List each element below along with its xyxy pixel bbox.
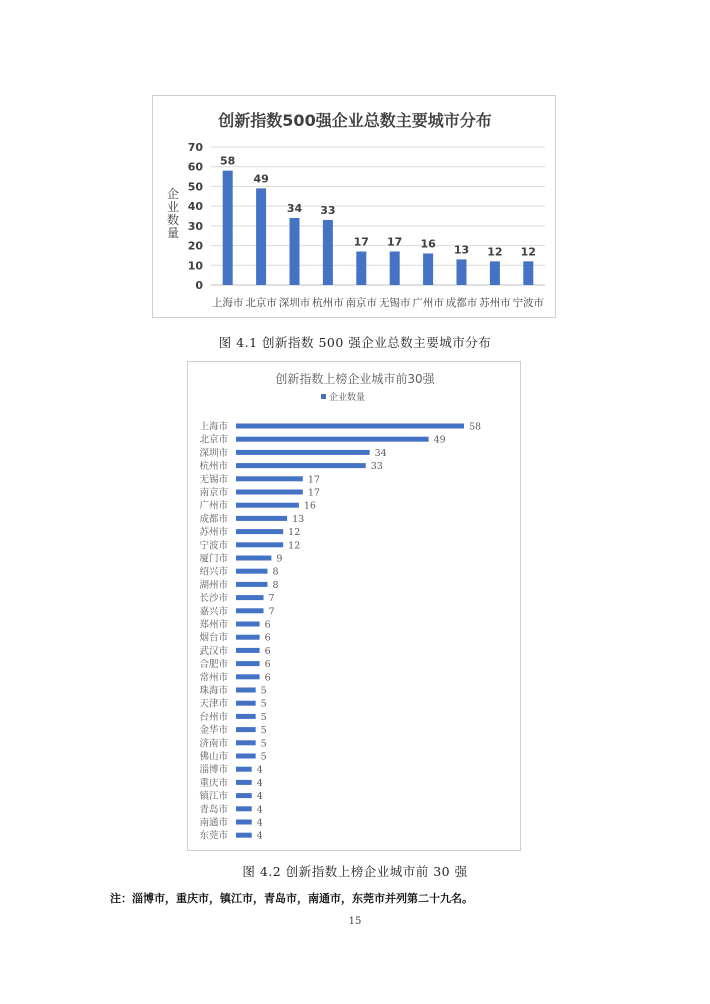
chart2-data-label: 13: [292, 513, 305, 525]
chart2-bar: [236, 424, 464, 429]
chart2-data-label: 6: [264, 645, 271, 657]
figure2-caption: 图 4.2 创新指数上榜企业城市前 30 强: [242, 864, 468, 879]
chart2-y-tick-label: 烟台市: [199, 632, 228, 644]
chart1-y-tick-label: 30: [187, 219, 203, 233]
chart2-data-label: 16: [303, 500, 316, 512]
chart2-y-tick-label: 无锡市: [199, 474, 228, 486]
chart1-x-tick-label: 广州市: [412, 297, 444, 309]
chart2-bar: [236, 714, 256, 719]
chart2-bar: [236, 648, 260, 653]
chart2-bar: [236, 529, 283, 534]
chart1-y-tick-label: 60: [187, 160, 203, 174]
chart1-data-label: 17: [353, 235, 369, 249]
chart2-y-tick-label: 济南市: [199, 738, 228, 750]
chart2-y-tick-label: 厦门市: [199, 553, 228, 565]
chart-horizontal-bar: [187, 361, 521, 851]
chart1-title: 创新指数500强企业总数主要城市分布: [218, 111, 492, 130]
chart2-y-tick-label: 苏州市: [199, 527, 228, 539]
chart2-y-tick-label: 佛山市: [199, 751, 228, 763]
chart2-bar: [236, 622, 260, 627]
chart2-y-tick-label: 武汉市: [199, 645, 228, 657]
chart1-bar: [523, 261, 533, 285]
chart2-y-tick-label: 重庆市: [199, 777, 228, 789]
chart2-data-label: 9: [276, 553, 283, 565]
chart1-data-label: 12: [487, 245, 503, 259]
chart2-data-label: 4: [256, 764, 263, 776]
chart1-y-tick-label: 70: [187, 141, 203, 154]
chart2-y-tick-label: 东莞市: [199, 830, 228, 842]
chart2-bar: [236, 582, 267, 587]
chart2-bar: [236, 463, 366, 468]
chart1-x-tick-label: 上海市: [211, 297, 244, 309]
chart1-x-tick-label: 成都市: [445, 297, 478, 309]
chart2-data-label: 49: [433, 434, 446, 446]
chart2-y-tick-label: 成都市: [199, 513, 228, 525]
chart2-data-label: 5: [260, 698, 267, 710]
chart2-svg: [188, 362, 522, 852]
chart1-y-tick-label: 10: [187, 259, 203, 273]
chart1-y-tick-label: 40: [187, 200, 203, 214]
chart2-y-tick-label: 青岛市: [199, 804, 228, 816]
chart2-y-tick-label: 深圳市: [199, 447, 228, 459]
chart2-y-tick-label: 合肥市: [199, 659, 228, 671]
chart1-bar: [290, 218, 300, 285]
page-number: 15: [348, 916, 362, 927]
chart1-x-tick-label: 宁波市: [512, 297, 545, 309]
chart2-y-tick-label: 上海市: [199, 421, 228, 433]
chart1-x-tick-label: 南京市: [345, 297, 378, 309]
chart2-data-label: 34: [374, 447, 387, 459]
chart2-y-tick-label: 淄博市: [199, 764, 228, 776]
chart2-data-label: 17: [307, 487, 320, 499]
chart2-data-label: 8: [272, 566, 279, 578]
chart2-data-label: 7: [268, 606, 275, 618]
chart2-y-tick-label: 天津市: [199, 698, 228, 710]
chart2-bar: [236, 569, 267, 574]
chart2-title: 创新指数上榜企业城市前30强: [275, 372, 435, 386]
chart1-data-label: 33: [320, 203, 336, 217]
chart1-data-label: 12: [520, 245, 536, 259]
chart1-svg: [153, 96, 557, 319]
chart2-bar: [236, 793, 252, 798]
chart1-data-label: 17: [387, 235, 403, 249]
chart2-bar: [236, 754, 256, 759]
chart1-bar: [423, 253, 433, 285]
chart2-bar: [236, 635, 260, 640]
chart1-data-label: 16: [420, 237, 436, 251]
chart2-y-tick-label: 宁波市: [199, 540, 228, 552]
chart2-bar: [236, 701, 256, 706]
chart2-bar: [236, 833, 252, 838]
chart2-data-label: 6: [264, 619, 271, 631]
chart2-bar: [236, 450, 370, 455]
chart2-bar: [236, 820, 252, 825]
chart1-bar: [356, 251, 366, 285]
chart2-y-tick-label: 绍兴市: [199, 566, 228, 578]
chart1-data-label: 34: [286, 201, 303, 215]
chart2-bar: [236, 767, 252, 772]
chart2-data-label: 58: [469, 421, 482, 433]
chart2-bar: [236, 688, 256, 693]
chart1-y-tick-label: 20: [187, 239, 203, 253]
chart1-x-tick-label: 杭州市: [312, 297, 344, 309]
chart2-y-tick-label: 嘉兴市: [199, 606, 228, 618]
chart2-data-label: 4: [256, 777, 263, 789]
chart1-bar: [390, 251, 400, 285]
chart2-data-label: 4: [256, 830, 263, 842]
chart2-data-label: 4: [256, 804, 263, 816]
chart2-data-label: 7: [268, 593, 275, 605]
chart2-bar: [236, 490, 303, 495]
chart2-bar: [236, 503, 299, 508]
chart2-data-label: 5: [260, 751, 267, 763]
chart2-bar: [236, 608, 264, 613]
chart2-data-label: 4: [256, 817, 263, 829]
chart2-y-tick-label: 广州市: [199, 500, 228, 512]
chart1-bar: [323, 220, 333, 285]
chart2-y-tick-label: 杭州市: [199, 461, 228, 473]
chart2-bar: [236, 516, 287, 521]
chart2-bar: [236, 542, 283, 547]
chart2-y-tick-label: 长沙市: [199, 593, 228, 605]
chart2-bar: [236, 674, 260, 679]
chart1-x-tick-label: 北京市: [245, 297, 277, 309]
chart2-y-tick-label: 镇江市: [199, 791, 228, 803]
chart2-data-label: 6: [264, 672, 271, 684]
chart1-y-axis-label-char: 量: [166, 226, 180, 240]
chart2-data-label: 17: [307, 474, 320, 486]
footnote: 注：淄博市，重庆市，镇江市，青岛市，南通市，东莞市并列第二十九名。: [110, 892, 473, 905]
chart1-bar: [490, 261, 500, 285]
chart2-bar: [236, 556, 271, 561]
chart1-x-tick-label: 深圳市: [278, 297, 311, 309]
chart2-bar: [236, 727, 256, 732]
chart2-data-label: 6: [264, 659, 271, 671]
chart2-y-tick-label: 郑州市: [199, 619, 228, 631]
chart2-legend-label: 企业数量: [329, 393, 366, 403]
chart2-data-label: 33: [370, 461, 383, 473]
chart2-y-tick-label: 常州市: [199, 672, 228, 684]
chart2-bar: [236, 595, 264, 600]
chart2-data-label: 4: [256, 791, 263, 803]
chart2-bar: [236, 437, 429, 442]
chart2-data-label: 5: [260, 711, 267, 723]
chart2-y-tick-label: 北京市: [199, 434, 228, 446]
chart2-data-label: 12: [288, 527, 301, 539]
chart1-x-tick-label: 苏州市: [479, 297, 511, 309]
chart1-bar: [256, 188, 266, 285]
chart1-y-axis-label-char: 数: [166, 213, 180, 227]
chart2-y-tick-label: 湖州市: [199, 579, 228, 591]
chart2-data-label: 8: [272, 579, 279, 591]
chart2-bar: [236, 661, 260, 666]
chart1-data-label: 58: [220, 154, 236, 168]
chart2-legend-swatch: [321, 394, 326, 399]
chart2-y-tick-label: 珠海市: [199, 685, 228, 697]
chart1-y-axis-label-char: 企: [166, 187, 180, 201]
figure1-caption: 图 4.1 创新指数 500 强企业总数主要城市分布: [218, 335, 492, 350]
chart2-data-label: 12: [288, 540, 301, 552]
chart2-bar: [236, 476, 303, 481]
chart1-data-label: 13: [453, 243, 470, 257]
chart1-y-tick-label: 50: [187, 180, 203, 194]
chart1-bar: [223, 171, 233, 285]
chart1-y-tick-label: 0: [195, 279, 203, 292]
chart1-x-tick-label: 无锡市: [378, 297, 411, 309]
chart1-y-axis-label-char: 业: [166, 200, 180, 214]
chart2-data-label: 5: [260, 738, 267, 750]
chart2-y-tick-label: 南京市: [199, 487, 228, 499]
chart2-bar: [236, 780, 252, 785]
chart-vertical-bar: [152, 95, 556, 318]
chart2-data-label: 5: [260, 725, 267, 737]
chart2-bar: [236, 740, 256, 745]
chart2-data-label: 5: [260, 685, 267, 697]
chart1-data-label: 49: [253, 172, 269, 186]
chart2-y-tick-label: 南通市: [199, 817, 228, 829]
chart2-y-tick-label: 金华市: [199, 725, 228, 737]
chart1-bar: [457, 259, 467, 285]
chart2-y-tick-label: 台州市: [199, 711, 228, 723]
chart2-bar: [236, 806, 252, 811]
chart2-data-label: 6: [264, 632, 271, 644]
